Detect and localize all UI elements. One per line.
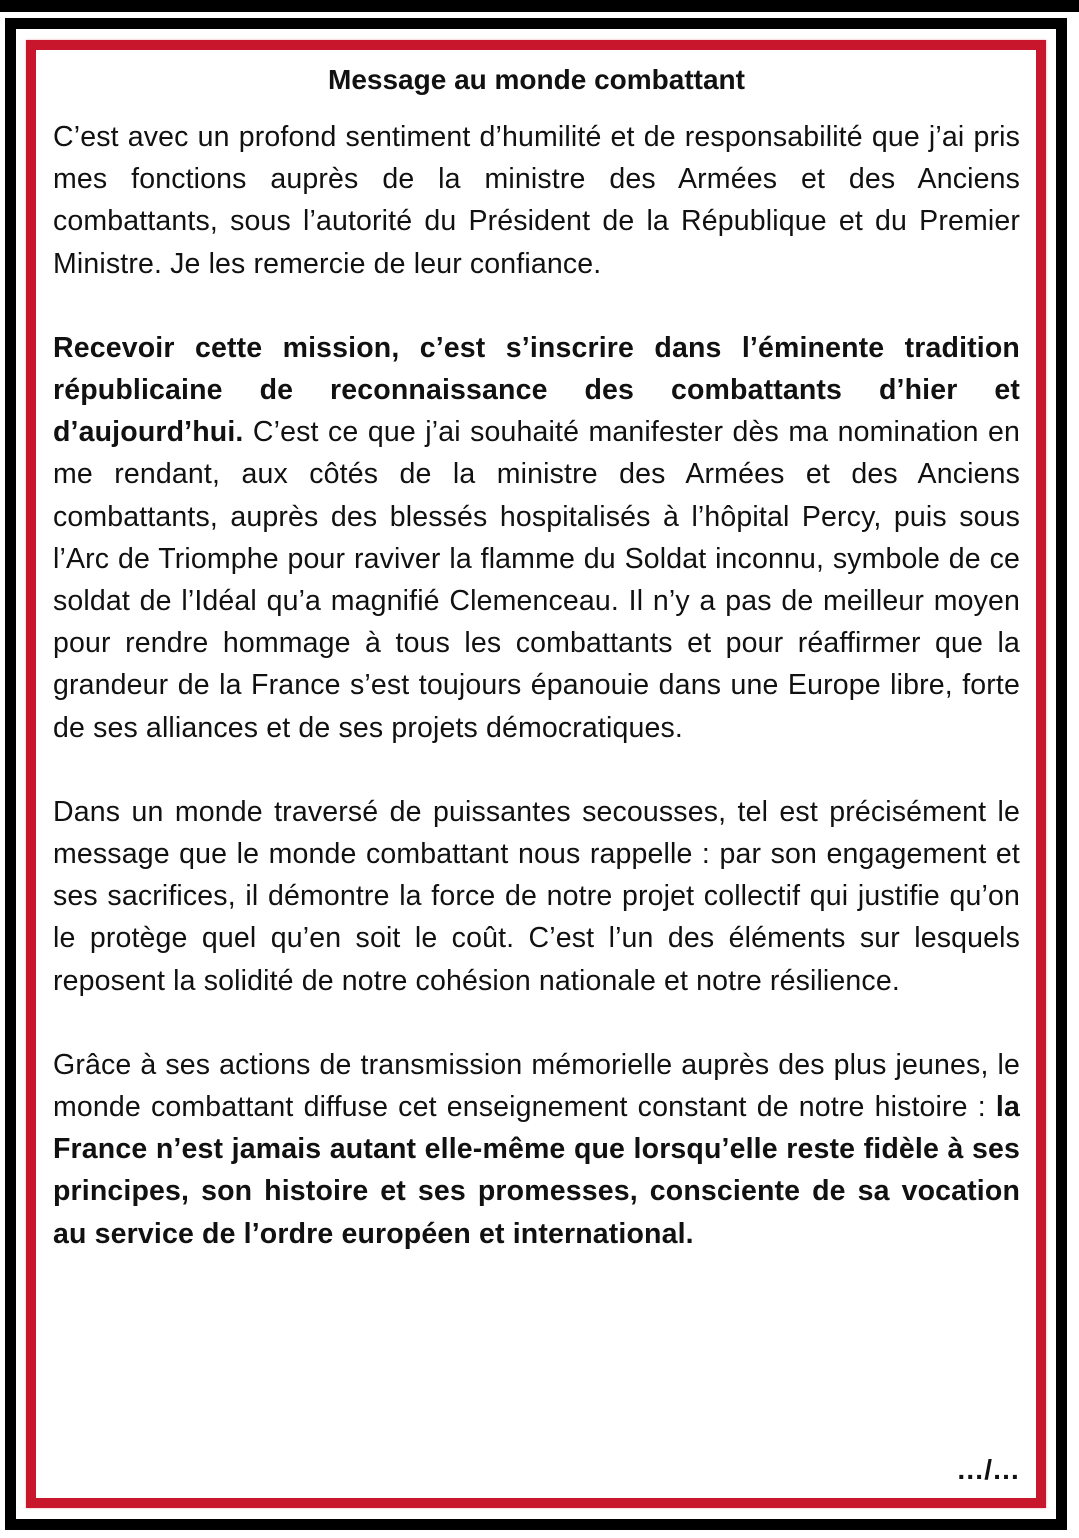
paragraph-4-text: Grâce à ses actions de transmission mémorielle auprès des plus jeunes, le monde combattant diffuse cet enseignement constant de notre histoire : (53, 1048, 1020, 1124)
top-black-bar (0, 0, 1079, 12)
paragraph-2-text: C’est ce que j’ai souhaité manifester dès ma nomination en me rendant, aux côtés de la ministre des Armées et des Anciens combattants, auprès des blessés hospitalisés à l’hôpital Percy, puis sous l’Arc de Triomphe pour raviver la flamme du Soldat inconnu, symbole de ce soldat de l’Idéal qu’a magnifié Clemenceau. Il n’y a pas de meilleur moyen pour rendre hommage à tous les combattants et pour réaffirmer que la grandeur de la France s’est toujours épanouie dans une Europe libre, forte de ses alliances et de ses projets démocratiques. (53, 416, 1020, 744)
paragraph-2 (53, 327, 1020, 749)
paragraph-4 (53, 1044, 1020, 1255)
document-title: Message au monde combattant (328, 64, 745, 95)
paragraph-1 (53, 116, 1020, 285)
paragraph-3 (53, 791, 1020, 1002)
paragraph-3-text: Dans un monde traversé de puissantes secousses, tel est précisément le message que le monde combattant nous rappelle : par son engagement et ses sacrifices, il démontre la force de notre projet collectif qui justifie qu’on le protège quel qu’en soit le coût. C’est l’un des éléments sur lesquels reposent la solidité de notre cohésion nationale et notre résilience. (53, 795, 1020, 997)
paragraph-4-bold-text: la France n’est jamais autant elle-même que lorsqu’elle reste fidèle à ses principes, son histoire et ses promesses, consciente de sa vocation au service de l’ordre européen et international. (53, 1091, 1020, 1250)
document-content (53, 56, 1020, 1485)
paragraph-2-bold-text: Recevoir cette mission, c’est s’inscrire dans l’éminente tradition républicaine de reconnaissance des combattants d’hier et d’aujourd’hui. (53, 331, 1020, 449)
paragraph-1-text: C’est avec un profond sentiment d’humilité et de responsabilité que j’ai pris mes fonctions auprès de la ministre des Armées et des Anciens combattants, sous l’autorité du Président de la République et du Premier Ministre. Je les remercie de leur confiance. (53, 121, 1020, 280)
continuation-mark: …/… (956, 1454, 1020, 1485)
